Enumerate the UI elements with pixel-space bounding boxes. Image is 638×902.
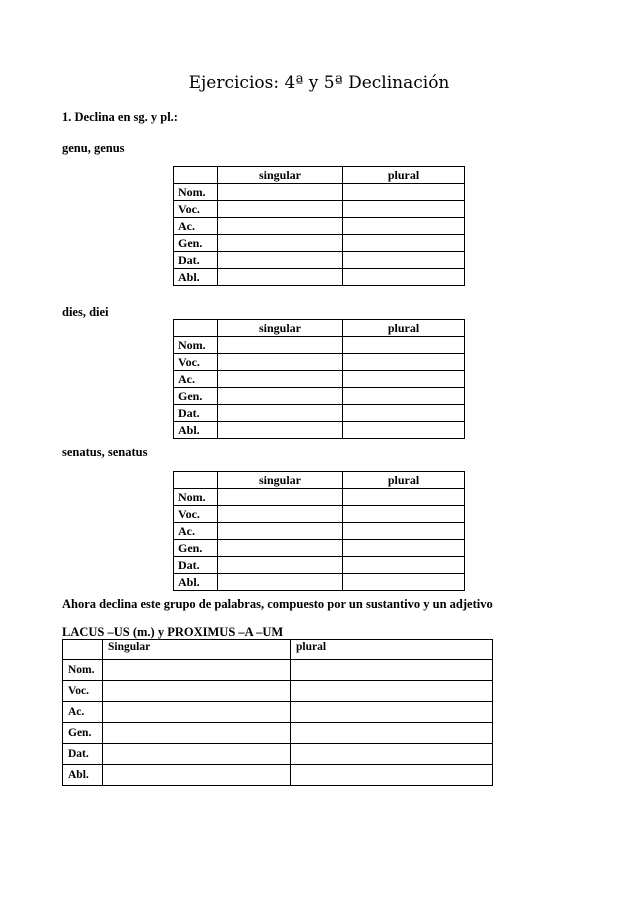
singular-answer-cell[interactable] <box>218 371 343 388</box>
case-label: Voc. <box>174 354 218 371</box>
singular-answer-cell[interactable] <box>103 702 291 723</box>
case-label: Gen. <box>174 388 218 405</box>
case-label: Abl. <box>174 422 218 439</box>
plural-answer-cell[interactable] <box>291 765 493 786</box>
plural-answer-cell[interactable] <box>343 184 465 201</box>
plural-answer-cell[interactable] <box>343 557 465 574</box>
singular-answer-cell[interactable] <box>103 765 291 786</box>
singular-answer-cell[interactable] <box>218 269 343 286</box>
singular-answer-cell[interactable] <box>218 574 343 591</box>
plural-answer-cell[interactable] <box>343 371 465 388</box>
header-empty-cell <box>174 320 218 337</box>
singular-answer-cell[interactable] <box>218 252 343 269</box>
plural-answer-cell[interactable] <box>343 523 465 540</box>
singular-answer-cell[interactable] <box>103 660 291 681</box>
plural-answer-cell[interactable] <box>343 388 465 405</box>
plural-answer-cell[interactable] <box>343 218 465 235</box>
case-label: Ac. <box>174 523 218 540</box>
declension-table-senatus <box>173 471 465 591</box>
header-plural: plural <box>291 640 493 660</box>
case-label: Dat. <box>63 744 103 765</box>
case-label: Voc. <box>174 506 218 523</box>
header-singular: Singular <box>103 640 291 660</box>
plural-answer-cell[interactable] <box>343 337 465 354</box>
singular-answer-cell[interactable] <box>103 744 291 765</box>
singular-answer-cell[interactable] <box>218 540 343 557</box>
singular-answer-cell[interactable] <box>218 405 343 422</box>
plural-answer-cell[interactable] <box>343 269 465 286</box>
case-label: Nom. <box>63 660 103 681</box>
case-label: Ac. <box>63 702 103 723</box>
plural-answer-cell[interactable] <box>343 540 465 557</box>
plural-answer-cell[interactable] <box>343 506 465 523</box>
singular-answer-cell[interactable] <box>218 557 343 574</box>
case-label: Dat. <box>174 557 218 574</box>
singular-answer-cell[interactable] <box>218 201 343 218</box>
singular-answer-cell[interactable] <box>218 354 343 371</box>
word-label-dies: dies, diei <box>62 305 109 319</box>
header-empty-cell <box>174 472 218 489</box>
singular-answer-cell[interactable] <box>218 489 343 506</box>
declension-table-dies <box>173 319 465 439</box>
case-label: Voc. <box>63 681 103 702</box>
plural-answer-cell[interactable] <box>343 405 465 422</box>
case-label: Gen. <box>174 235 218 252</box>
singular-answer-cell[interactable] <box>218 337 343 354</box>
plural-answer-cell[interactable] <box>343 201 465 218</box>
case-label: Nom. <box>174 489 218 506</box>
plural-answer-cell[interactable] <box>291 723 493 744</box>
header-empty-cell <box>63 640 103 660</box>
page-title: Ejercicios: 4ª y 5ª Declinación <box>188 73 450 93</box>
exercise-1-instruction: 1. Declina en sg. y pl.: <box>62 110 178 124</box>
case-label: Dat. <box>174 405 218 422</box>
exercise-2-instruction: Ahora declina este grupo de palabras, compuesto por un sustantivo y un adjetivo <box>62 597 493 611</box>
plural-answer-cell[interactable] <box>343 235 465 252</box>
case-label: Abl. <box>174 269 218 286</box>
declension-table-genu <box>173 166 465 286</box>
plural-answer-cell[interactable] <box>291 660 493 681</box>
singular-answer-cell[interactable] <box>103 723 291 744</box>
plural-answer-cell[interactable] <box>343 252 465 269</box>
singular-answer-cell[interactable] <box>218 506 343 523</box>
plural-answer-cell[interactable] <box>291 702 493 723</box>
plural-answer-cell[interactable] <box>343 489 465 506</box>
plural-answer-cell[interactable] <box>343 422 465 439</box>
phrase-heading: LACUS –US (m.) y PROXIMUS –A –UM <box>62 625 284 639</box>
header-singular: singular <box>218 167 343 184</box>
case-label: Gen. <box>63 723 103 744</box>
case-label: Abl. <box>63 765 103 786</box>
case-label: Nom. <box>174 337 218 354</box>
header-singular: singular <box>218 320 343 337</box>
case-label: Voc. <box>174 201 218 218</box>
case-label: Ac. <box>174 371 218 388</box>
singular-answer-cell[interactable] <box>218 388 343 405</box>
word-label-genu: genu, genus <box>62 141 125 155</box>
phrase-declension-table <box>62 639 493 786</box>
singular-answer-cell[interactable] <box>218 422 343 439</box>
case-label: Gen. <box>174 540 218 557</box>
singular-answer-cell[interactable] <box>103 681 291 702</box>
header-plural: plural <box>343 472 465 489</box>
header-empty-cell <box>174 167 218 184</box>
plural-answer-cell[interactable] <box>291 744 493 765</box>
header-singular: singular <box>218 472 343 489</box>
case-label: Ac. <box>174 218 218 235</box>
word-label-senatus: senatus, senatus <box>62 445 148 459</box>
case-label: Nom. <box>174 184 218 201</box>
singular-answer-cell[interactable] <box>218 218 343 235</box>
case-label: Abl. <box>174 574 218 591</box>
header-plural: plural <box>343 320 465 337</box>
header-plural: plural <box>343 167 465 184</box>
case-label: Dat. <box>174 252 218 269</box>
plural-answer-cell[interactable] <box>343 354 465 371</box>
plural-answer-cell[interactable] <box>291 681 493 702</box>
singular-answer-cell[interactable] <box>218 235 343 252</box>
singular-answer-cell[interactable] <box>218 523 343 540</box>
plural-answer-cell[interactable] <box>343 574 465 591</box>
singular-answer-cell[interactable] <box>218 184 343 201</box>
